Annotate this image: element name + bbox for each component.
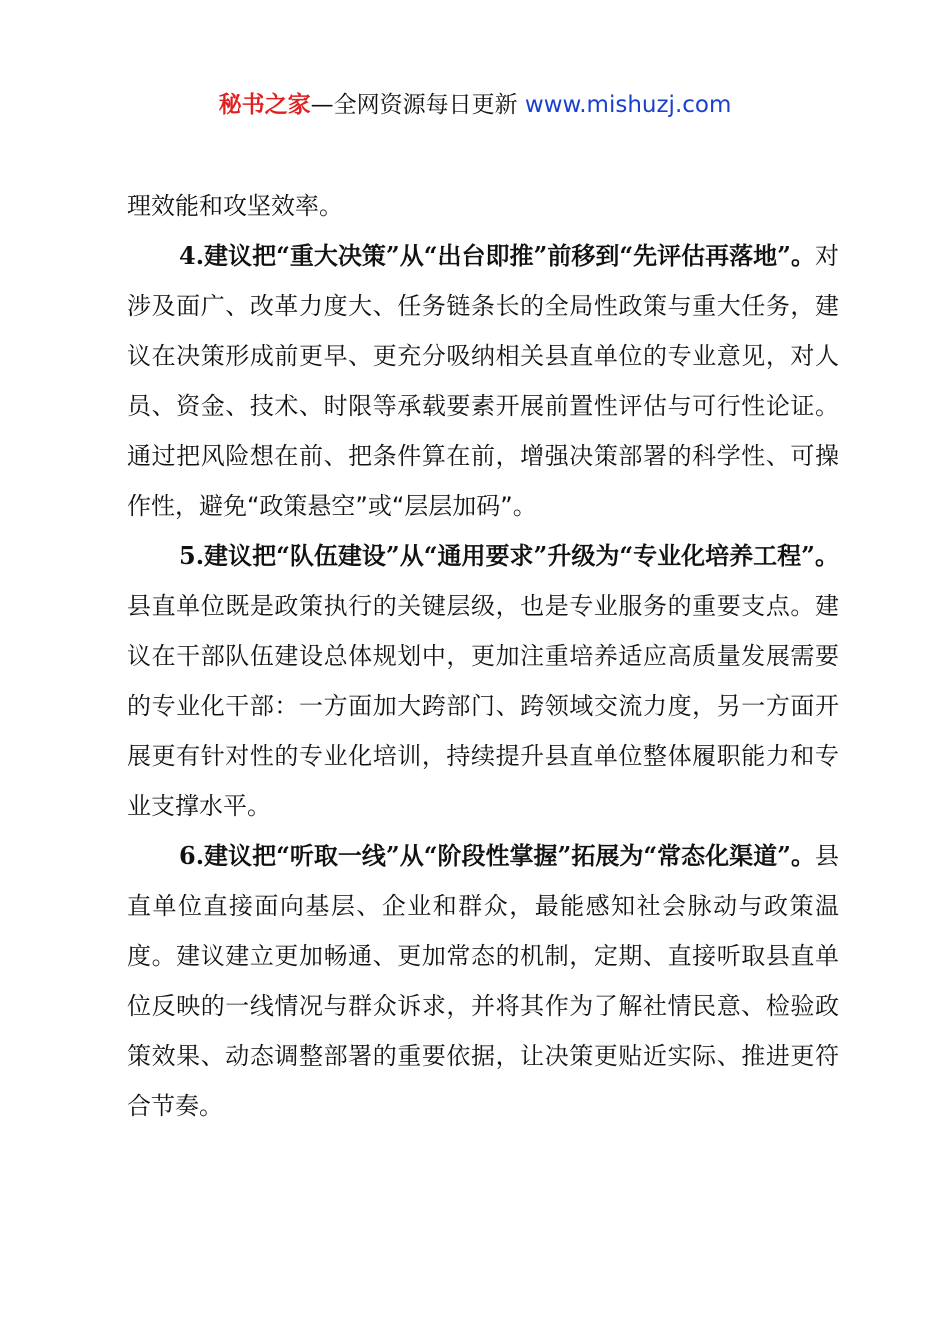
paragraph-text: 理效能和攻坚效率。 — [127, 192, 343, 220]
document-body — [127, 181, 839, 1131]
paragraph-suggestion-5 — [127, 531, 839, 831]
paragraph-continuation — [127, 181, 839, 231]
site-tagline: —全网资源每日更新 — [310, 92, 525, 118]
paragraph-suggestion-4 — [127, 231, 839, 531]
site-brand: 秘书之家 — [218, 92, 311, 118]
paragraph-text: 县直单位既是政策执行的关键层级，也是专业服务的重要支点。建议在干部队伍建设总体规划中，更加注重培养适应高质量发展需要的专业化干部：一方面加大跨部门、跨领域交流力度，另一方面开展更有针对性的专业化培训，持续提升县直单位整体履职能力和专业支撑水平。 — [127, 592, 839, 820]
suggestion-heading-5: 5.建议把“队伍建设”从“通用要求”升级为“专业化培养工程”。 — [179, 541, 839, 570]
paragraph-text: 县直单位直接面向基层、企业和群众，最能感知社会脉动与政策温度。建议建立更加畅通、更加常态的机制，定期、直接听取县直单位反映的一线情况与群众诉求，并将其作为了解社情民意、检验政策效果、动态调整部署的重要依据，让决策更贴近实际、推进更符合节奏。 — [127, 842, 839, 1120]
suggestion-heading-4: 4.建议把“重大决策”从“出台即推”前移到“先评估再落地”。 — [179, 241, 815, 270]
site-header — [0, 88, 950, 122]
suggestion-heading-6: 6.建议把“听取一线”从“阶段性掌握”拓展为“常态化渠道”。 — [179, 841, 815, 870]
paragraph-text: 对涉及面广、改革力度大、任务链条长的全局性政策与重大任务，建议在决策形成前更早、更充分吸纳相关县直单位的专业意见，对人员、资金、技术、时限等承载要素开展前置性评估与可行性论证。通过把风险想在前、把条件算在前，增强决策部署的科学性、可操作性，避免“政策悬空”或“层层加码”。 — [127, 242, 839, 520]
paragraph-suggestion-6 — [127, 831, 839, 1131]
site-url-link[interactable]: www.mishuzj.com — [524, 92, 732, 118]
